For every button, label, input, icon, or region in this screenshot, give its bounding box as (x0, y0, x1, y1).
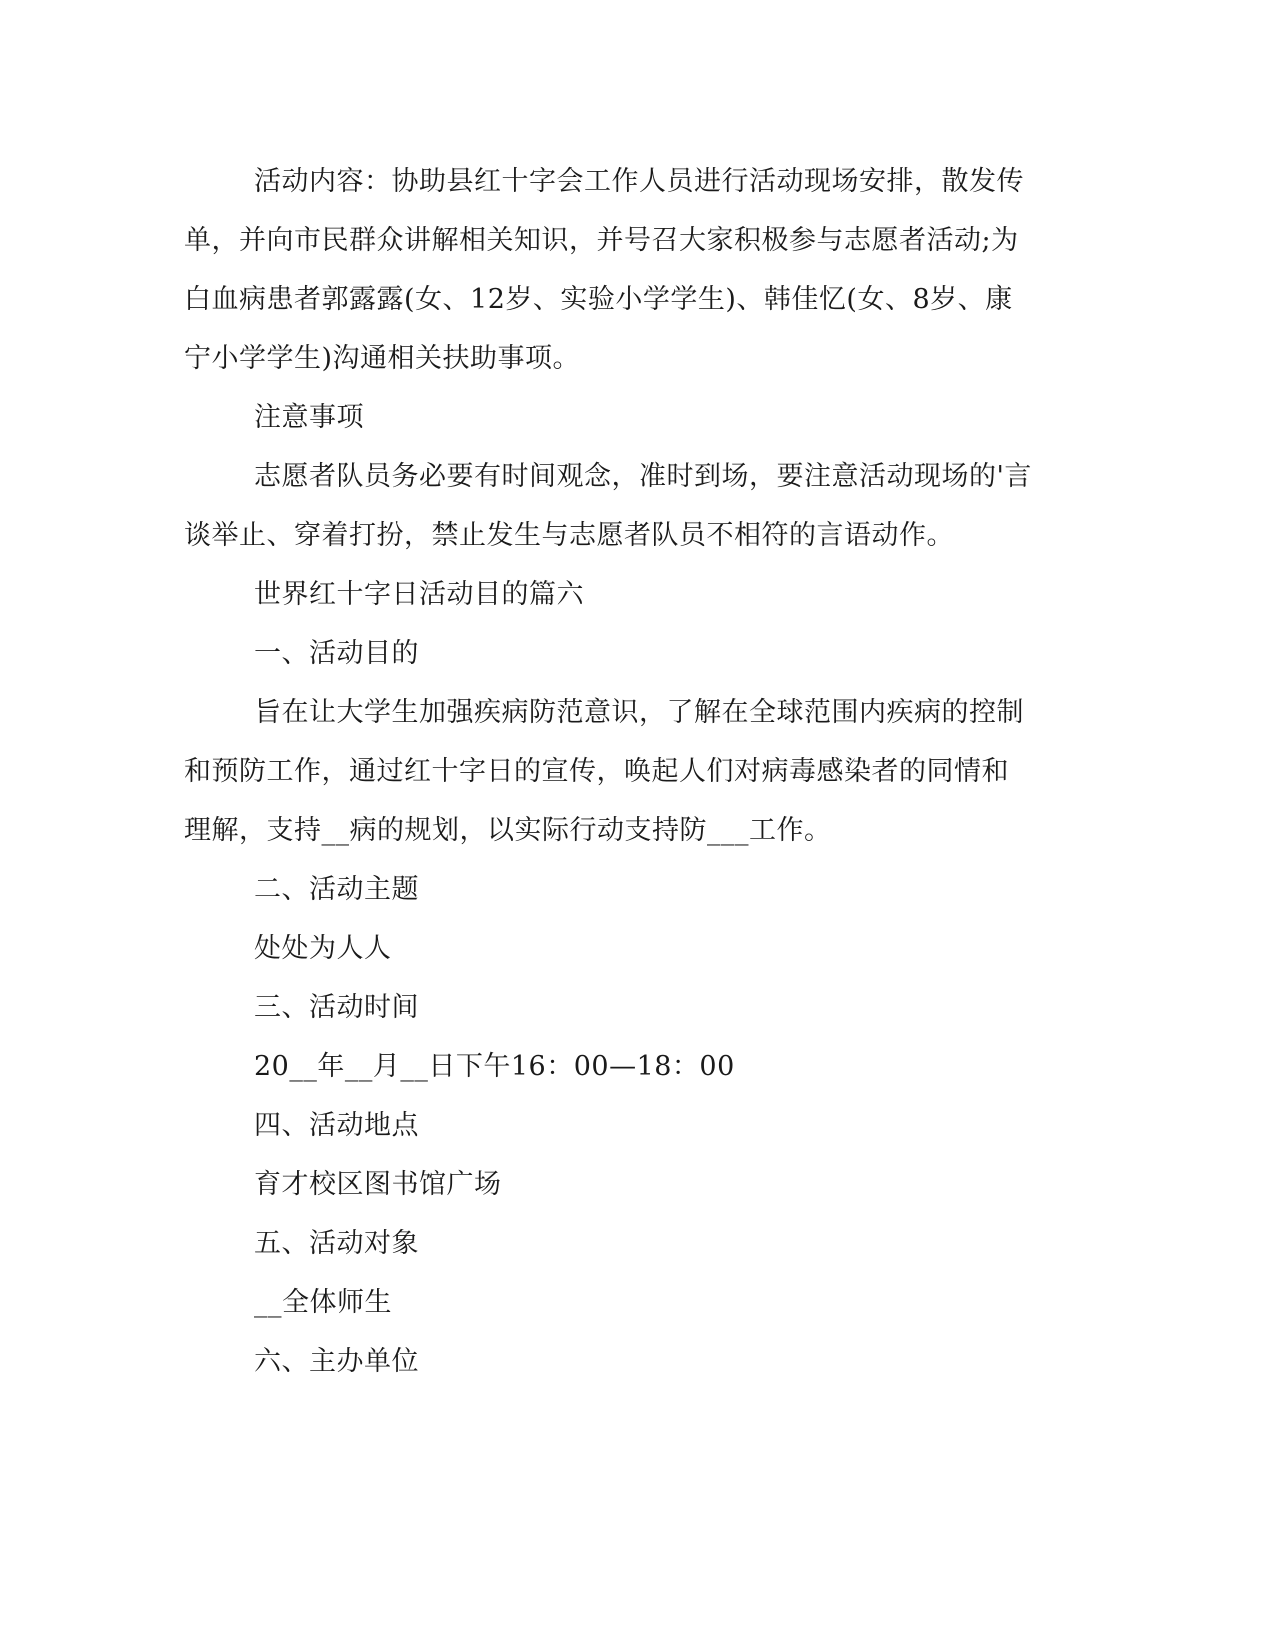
paragraph-purpose: 旨在让大学生加强疾病防范意识，了解在全球范围内疾病的控制和预防工作，通过红十字日的宣传，唤起人们对病毒感染者的同情和理解，支持__病的规划，以实际行动支持防___工作。 (184, 697, 1024, 846)
section-title: 世界红十字日活动目的篇六 (254, 579, 584, 610)
paragraph-audience: __全体师生 (254, 1287, 392, 1318)
heading-location: 四、活动地点 (254, 1110, 419, 1141)
heading-audience: 五、活动对象 (254, 1228, 419, 1259)
paragraph-time: 20__年__月__日下午16：00—18：00 (254, 1051, 735, 1082)
heading-notes: 注意事项 (254, 402, 364, 433)
heading-organizer: 六、主办单位 (254, 1346, 419, 1377)
paragraph-theme: 处处为人人 (254, 933, 392, 964)
document-body (184, 152, 1036, 1391)
paragraph-notes: 志愿者队员务必要有时间观念，准时到场，要注意活动现场的'言谈举止、穿着打扮，禁止发生与志愿者队员不相符的言语动作。 (184, 461, 1032, 551)
paragraph-activity-content: 活动内容：协助县红十字会工作人员进行活动现场安排，散发传单，并向市民群众讲解相关知识，并号召大家积极参与志愿者活动;为白血病患者郭露露(女、12岁、实验小学学生)、韩佳忆(女、8岁、康宁小学学生)沟通相关扶助事项。 (184, 166, 1024, 374)
heading-theme: 二、活动主题 (254, 874, 419, 905)
heading-time: 三、活动时间 (254, 992, 419, 1023)
paragraph-location: 育才校区图书馆广场 (254, 1169, 502, 1200)
heading-purpose: 一、活动目的 (254, 638, 419, 669)
